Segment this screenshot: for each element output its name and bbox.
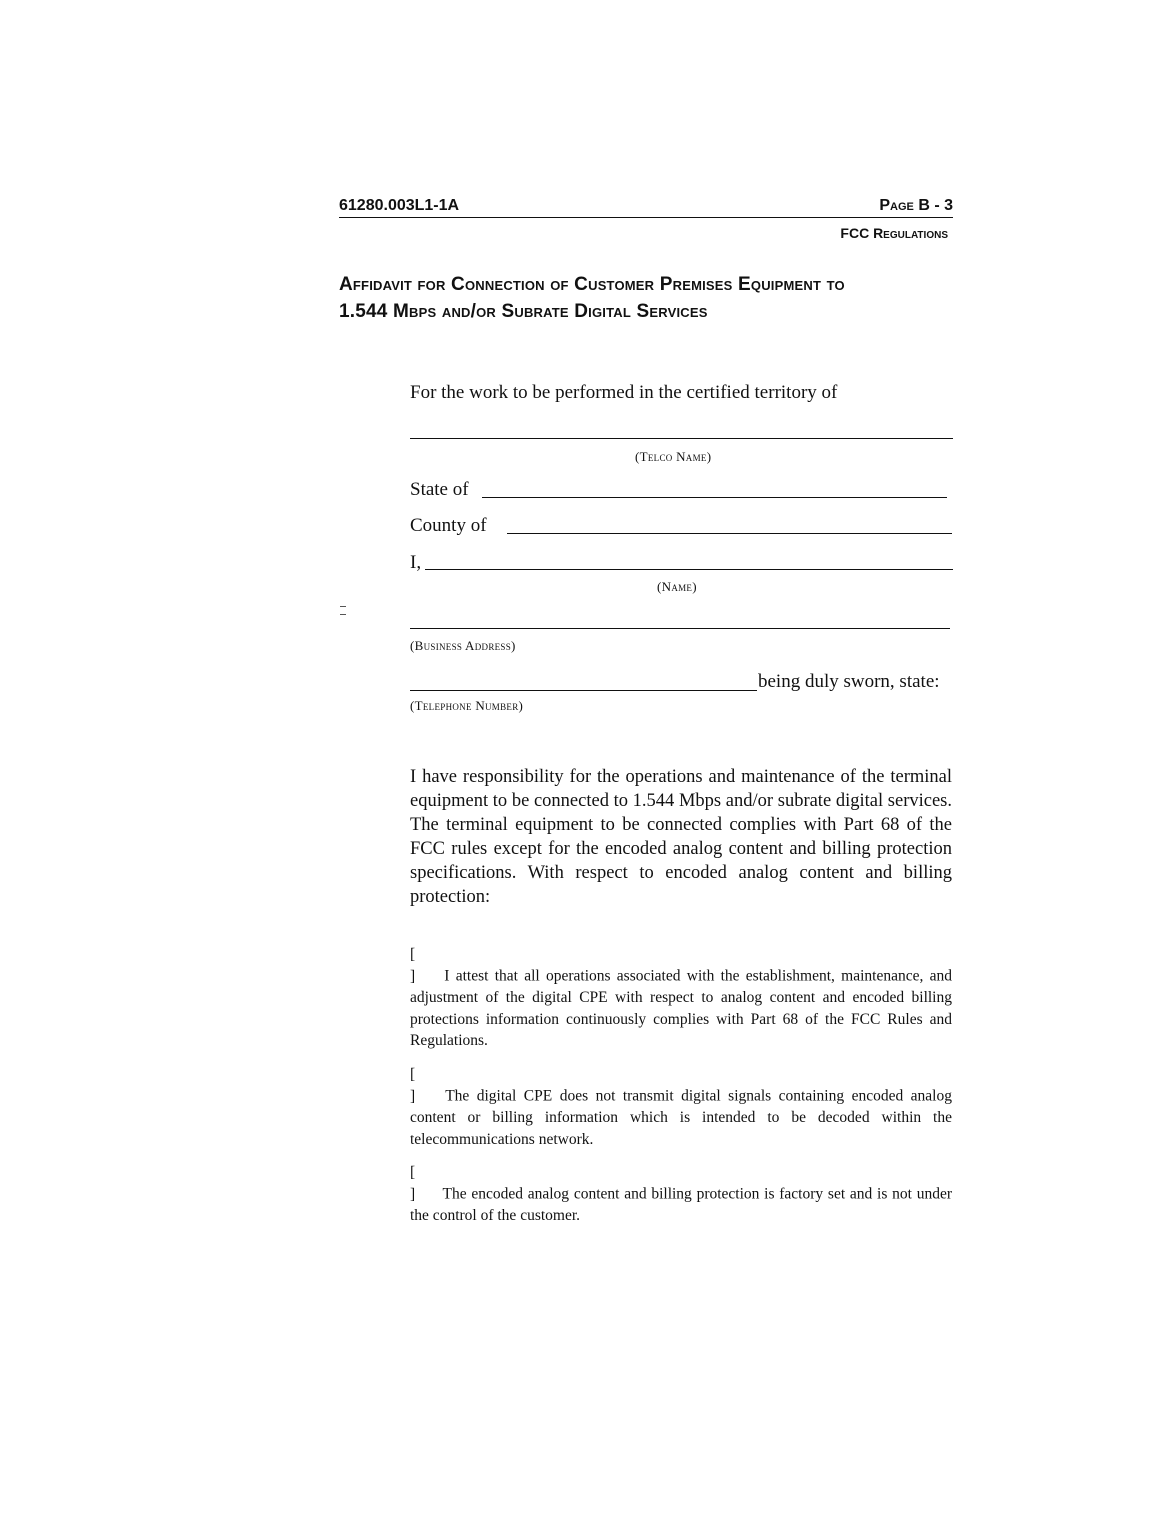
option-attest	[410, 944, 952, 1052]
business-address-line[interactable]	[410, 628, 950, 629]
page-number: Page B - 3	[879, 197, 953, 214]
option-checkbox[interactable]: [ ]	[410, 946, 421, 985]
county-label: County of	[410, 515, 487, 536]
name-prefix: I,	[410, 552, 422, 573]
state-label: State of	[410, 479, 469, 500]
option-factory-set	[410, 1162, 952, 1227]
state-field-line[interactable]	[482, 497, 947, 498]
option-checkbox[interactable]: [ ]	[410, 1164, 421, 1203]
intro-text: For the work to be performed in the certified territory of	[410, 382, 838, 403]
title-line-2: 1.544 Mbps and/or Subrate Digital Services	[339, 301, 708, 322]
sworn-statement: being duly sworn, state:	[758, 671, 940, 692]
scan-mark	[340, 606, 346, 607]
option-no-transmit	[410, 1064, 952, 1150]
business-address-caption: (Business Address)	[410, 638, 516, 653]
title-line-1: Affidavit for Connection of Customer Premises Equipment to	[339, 274, 845, 295]
responsibility-paragraph: I have responsibility for the operations and maintenance of the terminal equipment to be connected to 1.544 Mbps and/or subrate digital services. The terminal equipment to be connected complies with Part 68 of the FCC rules except for the encoded analog content and billing protection specifications. With respect to encoded analog content and billing protection:	[410, 767, 952, 907]
telco-name-line[interactable]	[410, 438, 953, 439]
option-text: The digital CPE does not transmit digital signals containing encoded analog content or billing information which is intended to be decoded within the telecommunications network.	[410, 1087, 952, 1148]
option-text: I attest that all operations associated with the establishment, maintenance, and adjustment of the digital CPE with respect to analog content and encoded billing protections information continuously complies with Part 68 of the FCC Rules and Regulations.	[410, 967, 953, 1049]
page-title	[339, 271, 959, 325]
name-field-line[interactable]	[425, 569, 953, 570]
telephone-caption: (Telephone Number)	[410, 698, 524, 713]
scan-mark	[340, 614, 346, 615]
section-label: FCC Regulations	[840, 225, 948, 241]
option-checkbox[interactable]: [ ]	[410, 1066, 421, 1105]
document-number: 61280.003L1-1A	[339, 197, 460, 214]
option-text: The encoded analog content and billing protection is factory set and is not under the control of the customer.	[410, 1185, 952, 1224]
telephone-field-line[interactable]	[410, 690, 757, 691]
header-divider	[339, 217, 953, 218]
telco-name-caption: (Telco Name)	[635, 449, 712, 464]
county-field-line[interactable]	[507, 533, 952, 534]
name-caption: (Name)	[657, 579, 697, 594]
